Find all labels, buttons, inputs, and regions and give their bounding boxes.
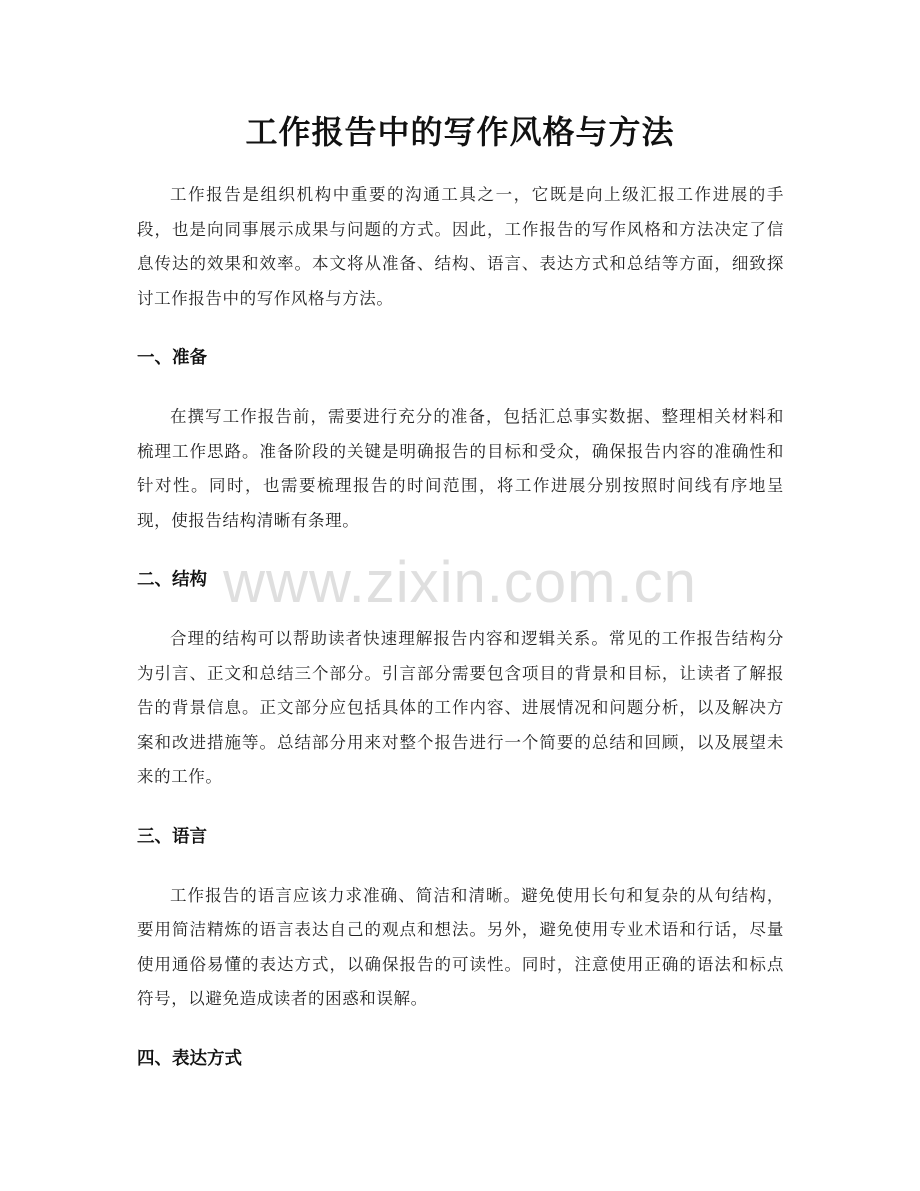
section-heading-language: 三、语言 [137,826,207,847]
document-body [137,178,784,1101]
page-title: 工作报告中的写作风格与方法 [245,113,675,151]
section-body-language: 工作报告的语言应该力求准确、简洁和清晰。避免使用长句和复杂的从句结构，要用简洁精炼的语言表达自己的观点和想法。另外，避免使用专业术语和行话，尽量使用通俗易懂的表达方式，以确保报告的可读性。同时，注意使用正确的语法和标点符号，以避免造成读者的困惑和误解。 [137,885,784,1008]
section-body-preparation: 在撰写工作报告前，需要进行充分的准备，包括汇总事实数据、整理相关材料和梳理工作思路。准备阶段的关键是明确报告的目标和受众，确保报告内容的准确性和针对性。同时，也需要梳理报告的时间范围，将工作进展分别按照时间线有序地呈现，使报告结构清晰有条理。 [137,407,784,530]
section-body-structure: 合理的结构可以帮助读者快速理解报告内容和逻辑关系。常见的工作报告结构分为引言、正文和总结三个部分。引言部分需要包含项目的背景和目标，让读者了解报告的背景信息。正文部分应包括具体的工作内容、进展情况和问题分析，以及解决方案和改进措施等。总结部分用来对整个报告进行一个简要的总结和回顾，以及展望未来的工作。 [137,629,784,786]
intro-paragraph: 工作报告是组织机构中重要的沟通工具之一，它既是向上级汇报工作进展的手段，也是向同事展示成果与问题的方式。因此，工作报告的写作风格和方法决定了信息传达的效果和效率。本文将从准备、结构、语言、表达方式和总结等方面，细致探讨工作报告中的写作风格与方法。 [137,185,784,308]
watermark-text: www.zixin.com.cn [223,550,697,615]
section-heading-preparation: 一、准备 [137,348,207,368]
section-heading-structure: 二、结构 [137,570,207,590]
section-heading-expression: 四、表达方式 [137,1048,242,1069]
